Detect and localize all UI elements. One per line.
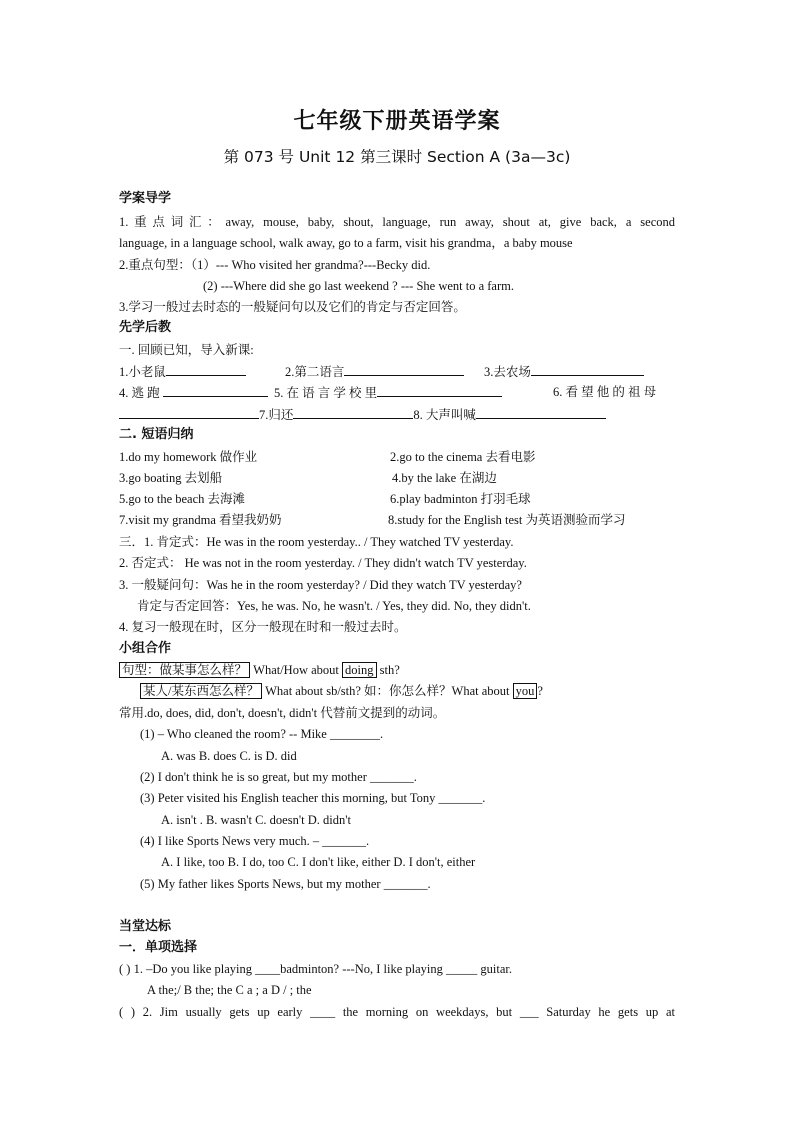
blank-label-2: 2.第二语言 (285, 365, 345, 379)
group-question-3-options: A. isn't . B. wasn't C. doesn't D. didn't (161, 813, 351, 827)
answer-blank-5[interactable] (377, 384, 502, 397)
section-heading-practice: 当堂达标 (119, 919, 172, 934)
vocab-line-2: language, in a language school, walk away, go to a farm, visit his grandma，a baby mouse (119, 236, 573, 250)
group-question-4: (4) I like Sports News very much. – _______. (140, 834, 370, 848)
keyword-doing: doing (342, 662, 376, 678)
blank-label-6: 6. 看 望 他 的 祖 母 (553, 385, 657, 399)
blank-label-4: 4. 逃 跑 (119, 386, 160, 400)
practice-question-1-options: A the;/ B the; the C a ; a D / ; the (147, 983, 312, 997)
blank-label-3: 3.去农场 (484, 365, 531, 379)
section-heading-review: 先学后教 (119, 320, 172, 335)
page-title: 七年级下册英语学案 (293, 109, 501, 134)
key-pattern-2: (2) ---Where did she go last weekend ? --- She went to a farm. (203, 279, 514, 293)
grammar-question: 3. 一般疑问句：Was he in the room yesterday? / Did they watch TV yesterday? (119, 578, 522, 592)
blank-label-8: 8. 大声叫喊 (413, 408, 476, 422)
pattern-row-1 (119, 662, 400, 678)
blank-row-2 (119, 384, 268, 401)
section-heading-group: 小组合作 (119, 641, 172, 656)
grammar-answers: 肯定与否定回答：Yes, he was. No, he wasn't. / Yes, they did. No, they didn't. (137, 599, 531, 613)
part-1-title: 一. 回顾已知，导入新课: (119, 343, 254, 357)
answer-blank-1[interactable] (166, 363, 246, 376)
page-subtitle: 第 073 号 Unit 12 第三课时 Section A (3a—3c) (223, 148, 571, 166)
phrase-7: 7.visit my grandma 看望我奶奶 (119, 513, 282, 527)
vocab-line-1: 1.重点词汇：away, mouse, baby, shout, language, run away, shout at, give back, a second (119, 215, 675, 229)
group-question-1-options: A. was B. does C. is D. did (161, 749, 297, 763)
blank-row-3 (119, 406, 606, 423)
blank-row-2c (553, 384, 656, 400)
practice-part-1-title: 一．单项选择 (119, 940, 198, 955)
grammar-negative: 2. 否定式： He was not in the room yesterday. / They didn't watch TV yesterday. (119, 556, 527, 570)
pattern-text-2: What about sb/sth? 如：你怎么样？What about (261, 684, 513, 698)
phrase-2: 2.go to the cinema 去看电影 (390, 450, 536, 464)
grammar-review: 4. 复习一般现在时，区分一般现在时和一般过去时。 (119, 620, 407, 634)
phrase-1: 1.do my homework 做作业 (119, 450, 258, 464)
section-heading-guide: 学案导学 (119, 191, 172, 206)
part-2-title: 二. 短语归纳 (119, 427, 194, 442)
pattern-box-1: 句型：做某事怎么样？ (119, 662, 250, 678)
answer-blank-4[interactable] (163, 384, 268, 397)
pattern-end-2: ? (537, 684, 543, 698)
pattern-box-2: 某人/某东西怎么样？ (140, 683, 262, 699)
keyword-you: you (513, 683, 538, 699)
answer-blank-3[interactable] (531, 363, 644, 376)
blank-row-2b (274, 384, 502, 401)
phrase-8: 8.study for the English test 为英语测验而学习 (388, 513, 626, 527)
group-question-2: (2) I don't think he is so great, but my mother _______. (140, 770, 417, 784)
grammar-affirmative: 三．1. 肯定式：He was in the room yesterday.. / They watched TV yesterday. (119, 535, 514, 549)
key-pattern-1: 2.重点句型：（1）--- Who visited her grandma?---Becky did. (119, 258, 431, 272)
practice-question-1: ( ) 1. –Do you like playing ____badminton? ---No, I like playing _____ guitar. (119, 962, 512, 976)
phrase-4: 4.by the lake 在湖边 (392, 471, 497, 485)
phrase-5: 5.go to the beach 去海滩 (119, 492, 246, 506)
blank-label-1: 1.小老鼠 (119, 365, 166, 379)
pattern-row-2 (140, 683, 543, 699)
practice-question-2: ( ) 2. Jim usually gets up early ____ the morning on weekdays, but ___ Saturday he gets up at (119, 1005, 675, 1019)
phrase-6: 6.play badminton 打羽毛球 (390, 492, 531, 506)
pattern-end-1: sth? (376, 663, 400, 677)
phrase-3: 3.go boating 去划船 (119, 471, 223, 485)
answer-blank-2[interactable] (344, 363, 464, 376)
group-question-3: (3) Peter visited his English teacher this morning, but Tony _______. (140, 791, 486, 805)
blank-row-1 (119, 363, 246, 380)
usage-note: 常用.do, does, did, don't, doesn't, didn't 代替前文提到的动词。 (119, 706, 446, 720)
learning-goal: 3.学习一般过去时态的一般疑问句以及它们的肯定与否定回答。 (119, 300, 466, 314)
pattern-text-1: What/How about (250, 663, 343, 677)
blank-row-1b (285, 363, 464, 380)
answer-blank-6[interactable] (119, 406, 259, 419)
blank-label-5: 5. 在 语 言 学 校 里 (274, 386, 378, 400)
answer-blank-7[interactable] (293, 406, 413, 419)
answer-blank-8[interactable] (476, 406, 606, 419)
group-question-1: (1) – Who cleaned the room? -- Mike ________. (140, 727, 384, 741)
blank-row-1c (484, 363, 644, 380)
blank-label-7: 7.归还 (259, 408, 294, 422)
group-question-5: (5) My father likes Sports News, but my mother _______. (140, 877, 431, 891)
group-question-4-options: A. I like, too B. I do, too C. I don't like, either D. I don't, either (161, 855, 476, 869)
